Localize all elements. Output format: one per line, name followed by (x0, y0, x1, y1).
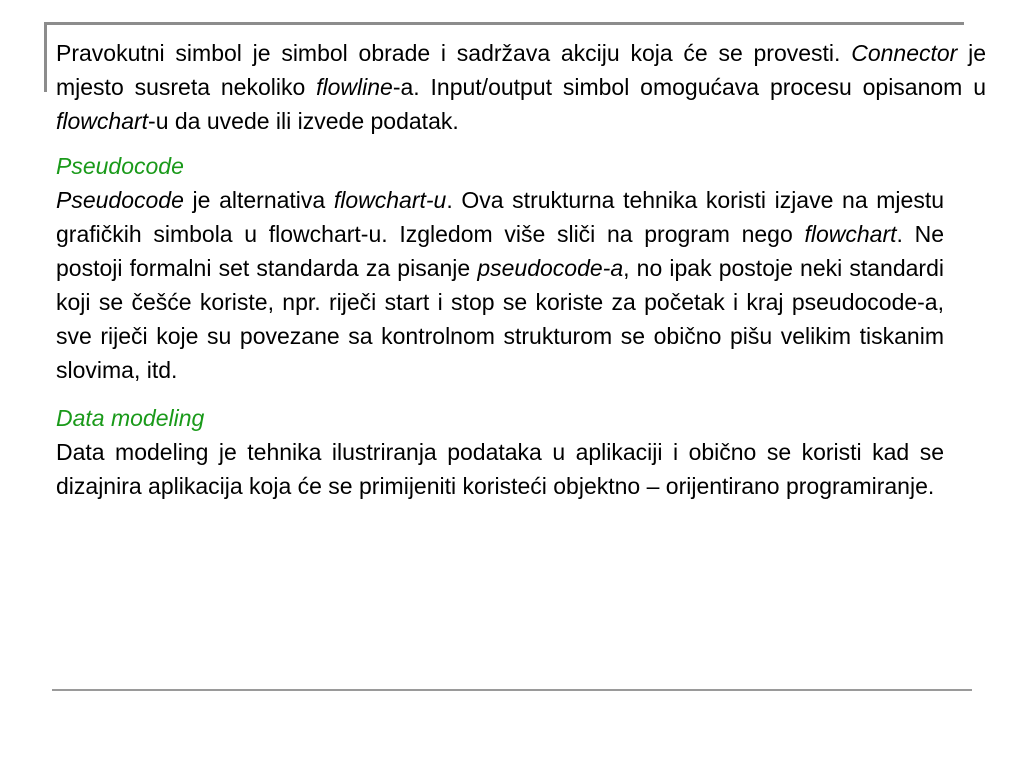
pseudocode-paragraph (56, 183, 944, 387)
pseudocode-text-1: je alternativa (183, 187, 334, 213)
data-modeling-paragraph: Data modeling je tehnika ilustriranja podataka u aplikaciji i obično se koristi kad se dizajnira aplikacija koja će se primijeniti koristeći objektno – orijentirano programiranje. (56, 439, 944, 499)
intro-paragraph (56, 36, 986, 138)
intro-text-3: -a. Input/output simbol omogućava procesu opisanom u (392, 74, 986, 100)
flowchart-u-term: flowchart-u (333, 187, 447, 213)
left-accent-rule (44, 22, 47, 92)
data-modeling-heading: Data modeling (56, 405, 205, 431)
pseudocode-a-term: pseudocode-a (477, 255, 624, 281)
flowchart-term: flowchart (56, 108, 149, 134)
pseudocode-term: Pseudocode (56, 187, 184, 213)
pseudocode-text-3: . Ne postoji formalni set standarda za pisanje (56, 221, 944, 281)
pseudocode-text-2: . Ova strukturna tehnika koristi izjave na mjestu grafičkih simbola u flowchart-u. Izgledom više sliči na program nego (56, 187, 944, 247)
intro-text-4: -u da uvede ili izvede podatak. (148, 108, 459, 134)
connector-term: Connector (851, 40, 958, 66)
pseudocode-text-4: , no ipak postoje neki standardi koji se češće koriste, npr. riječi start i stop se koriste za početak i kraj pseudocode-a, sve riječi koje su povezane sa kontrolnom strukturom se obično pišu velikim tiskanim slovima, itd. (56, 255, 944, 383)
intro-text-1: Pravokutni simbol je simbol obrade i sadržava akciju koja će se provesti. (56, 40, 852, 66)
pseudocode-heading: Pseudocode (56, 153, 184, 179)
bottom-rule (52, 689, 972, 691)
flowchart-term-2: flowchart (804, 221, 897, 247)
intro-text-2: je mjesto susreta nekoliko (56, 40, 986, 100)
top-rule (44, 22, 964, 25)
flowline-term: flowline (316, 74, 393, 100)
slide-content (56, 36, 986, 503)
